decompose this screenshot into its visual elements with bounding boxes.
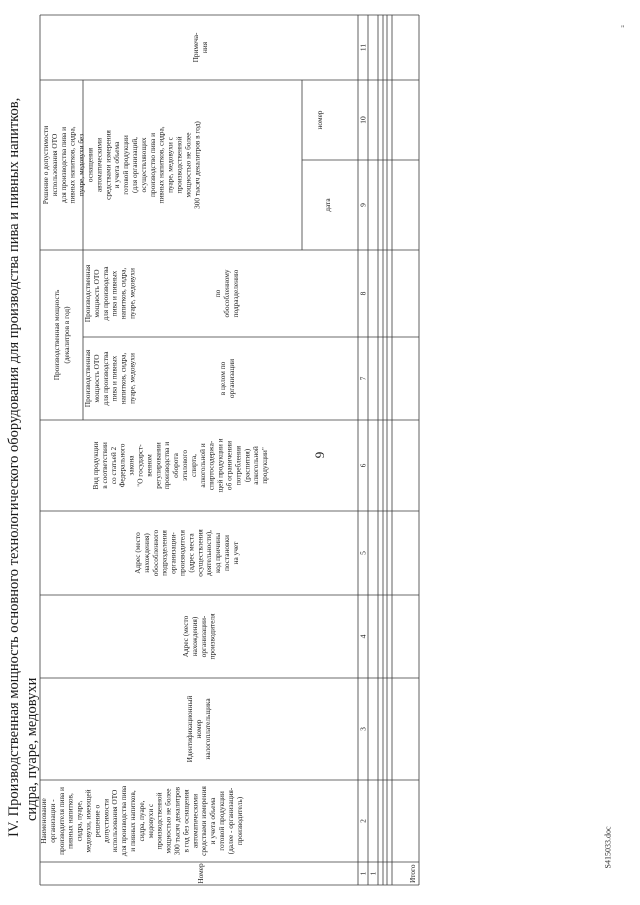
header-capacity-branch: Производственнаямощность ОТОдля производствапива и пивныхнапитков, сидра,пуаре, медовухи	[83, 264, 137, 323]
total-row-label: Итого	[408, 864, 417, 883]
header-address-branch: Адрес (местонахождения)обособленногоподразделенияорганизации-производителя(адрес местаосуществлениядеятельности),код причиныпостановкина учет	[133, 529, 240, 577]
page-title-line-1: IV. Производственная мощность основного технологического оборудования для производства пива и пивных напитков,	[6, 97, 22, 837]
column-number-6: 6	[358, 463, 368, 468]
column-number-5: 5	[358, 551, 368, 555]
column-number-4: 4	[358, 634, 368, 639]
column-number-7: 7	[358, 376, 368, 381]
column-number-3: 3	[358, 727, 368, 731]
corner-mark: "	[621, 24, 625, 33]
header-decision-group: Решение о допустимостииспользования ОТОдля производства пива ипивных напитков, сидра,пуаре, медовухи безоснащенияавтоматическимисредствами измеренияи учета объемаготовой продукции(для организаций,осуществляющихпроизводство пива ипивных напитков, сидра,пуаре, медовухи спроизводственноймощностью не более300 тысяч декалитров в год)	[41, 121, 202, 209]
header-capacity-org-note: в целом поорганизации	[218, 358, 236, 399]
column-number-2: 2	[358, 819, 368, 823]
header-decision-number: номер	[315, 110, 324, 130]
header-decision-date: дата	[323, 198, 332, 212]
column-number-1: 1	[358, 871, 368, 876]
page-title-line-2: сидра, пуаре, медовухи	[24, 677, 40, 821]
footer-file-code: S415033.doc	[603, 826, 613, 869]
header-capacity-org: Производственнаямощность ОТОдля производствапива и пивныхнапитков, сидра,пуаре, медовухи	[83, 349, 137, 408]
header-notes: Примеча-ния	[191, 32, 209, 63]
column-number-8: 8	[358, 291, 368, 296]
header-inn: Идентификационныйномерналогоплательщика	[185, 695, 212, 763]
header-product-type: Вид продукциив соответствиисо статьей 2Федеральногозакона"О государст-венномрегулированиипроизводства иоборотаэтиловогоспирта,алкогольной испиртосодержа-щей продукции иоб ограничениипотребления(распития)алкогольнойпродукции"	[91, 438, 270, 493]
header-address-org: Адрес (местонахождения)организации-производителя	[181, 613, 217, 660]
row-number-1: 1	[368, 871, 378, 876]
header-number: Номер	[196, 863, 205, 884]
header-capacity-branch-note: пообособленномуподразделению	[213, 269, 240, 318]
column-number-10: 10	[358, 116, 368, 124]
page-number: 9	[312, 451, 327, 459]
column-number-9: 9	[358, 203, 368, 207]
header-org-name: Наименованиеорганизации -производителя пива ипивных напитков,сидра, пуаре,медовухи, имеющейрешение одопустимостииспользования ОТОдля производства пиваи пивных напитков,сидра, пуаре,медовухи спроизводственноймощностью не более300 тысяч декалитровв год без оснащенияавтоматическимисредствами измеренияи учета объемаготовой продукции(далее - организация-производитель)	[39, 785, 244, 857]
header-capacity-group: Производственная мощность(декалитров в год)	[52, 289, 71, 381]
column-number-11: 11	[358, 43, 368, 52]
